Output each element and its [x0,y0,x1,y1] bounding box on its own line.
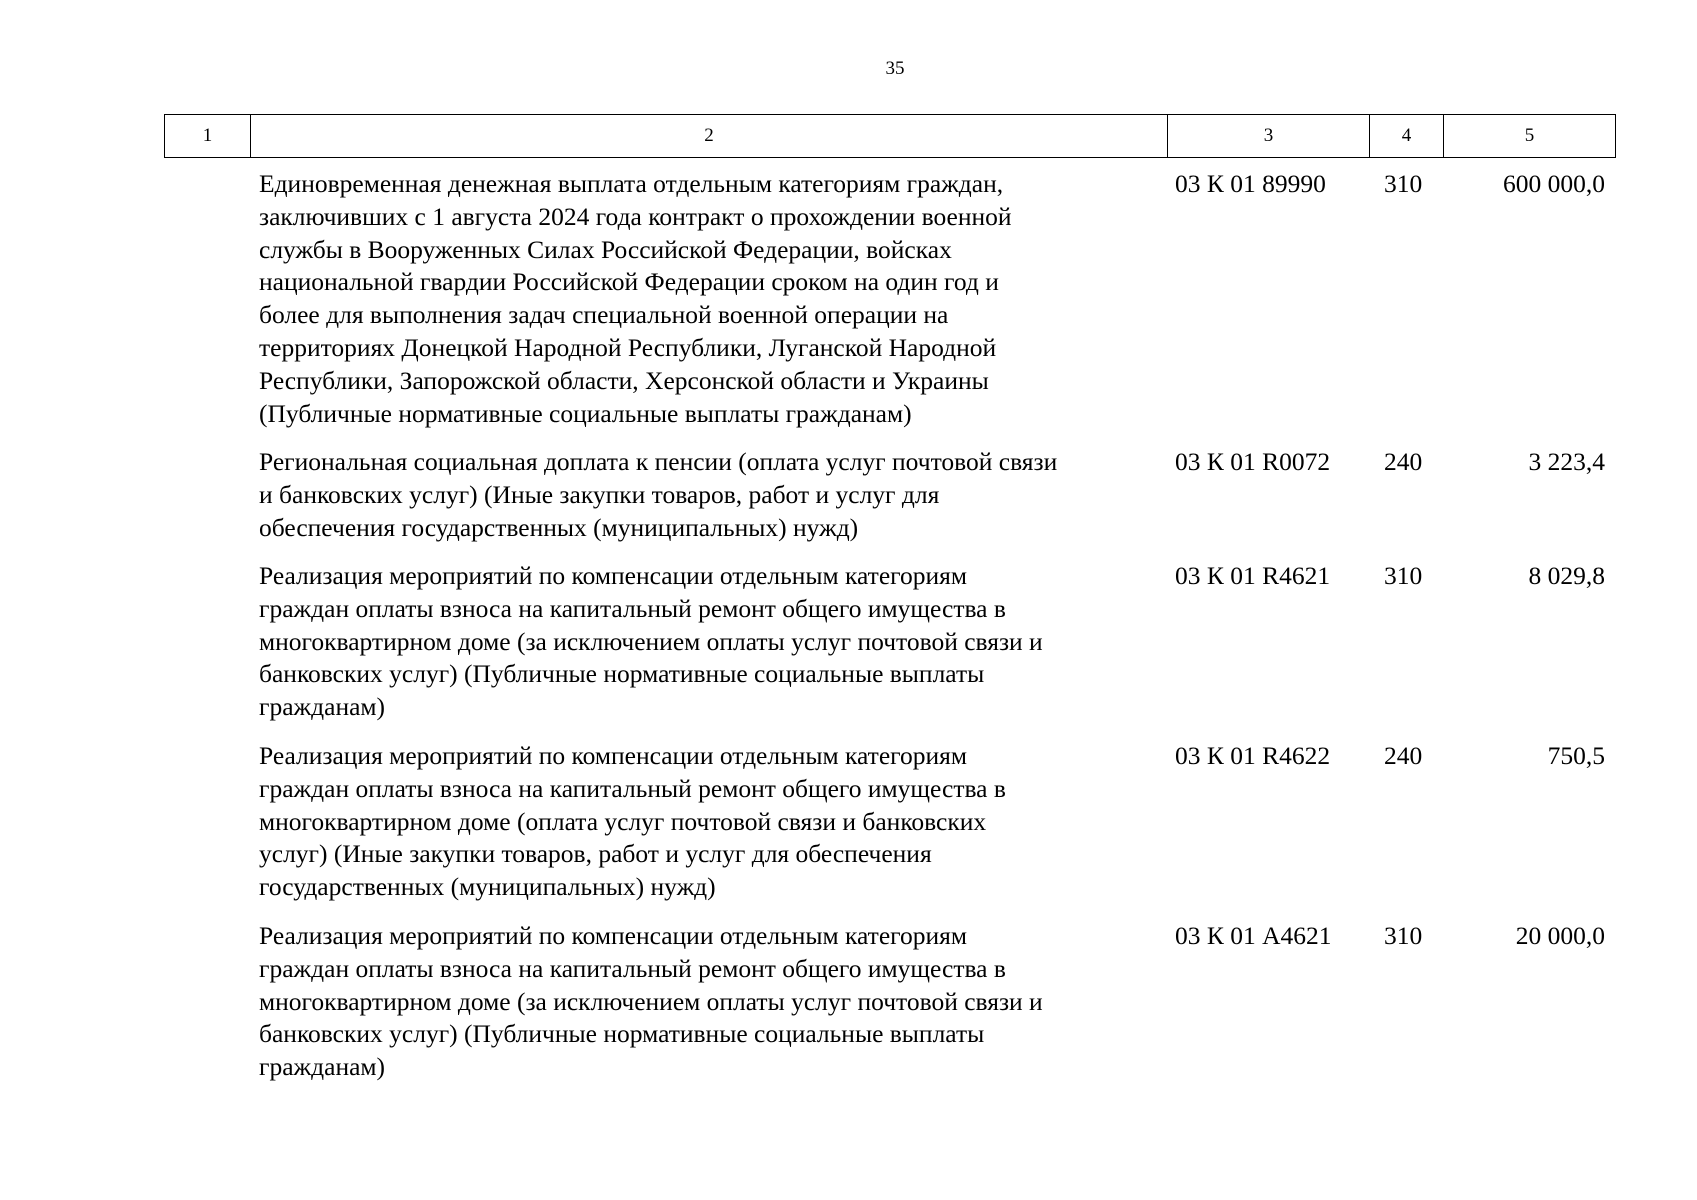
description-line: обеспечения государственных (муниципальных) нужд) [259,512,859,542]
row-amount: 20 000,0 [1515,921,1605,950]
description-line: банковских услуг) (Публичные нормативные социальные выплаты [259,659,985,689]
description-line: граждан оплаты взноса на капитальный ремонт общего имущества в [259,773,1006,803]
description-line: гражданам) [259,692,386,722]
column-header-4: 4 [1370,115,1444,158]
row-type: 310 [1384,169,1423,198]
row-type: 240 [1384,447,1423,476]
row-amount: 600 000,0 [1503,169,1605,198]
row-description [259,740,1159,904]
row-type: 310 [1384,561,1423,590]
description-line: услуг) (Иные закупки товаров, работ и услуг для обеспечения [259,839,932,869]
description-line: и банковских услуг) (Иные закупки товаров, работ и услуг для [259,479,940,509]
description-line: граждан оплаты взноса на капитальный ремонт общего имущества в [259,953,1006,983]
description-line: многоквартирном доме (за исключением оплаты услуг почтовой связи и [259,986,1043,1016]
description-line: банковских услуг) (Публичные нормативные социальные выплаты [259,1019,985,1049]
column-header-2: 2 [251,115,1168,158]
row-description [259,446,1159,544]
row-amount: 8 029,8 [1528,561,1605,590]
description-line: Региональная социальная доплата к пенсии (оплата услуг почтовой связи [259,447,1058,476]
row-code: 03 К 01 R4621 [1175,561,1331,590]
description-line: заключивших с 1 августа 2024 года контракт о прохождении военной [259,201,1012,231]
page-number: 35 [885,58,905,79]
description-line: Республики, Запорожской области, Херсонской области и Украины [259,365,989,395]
row-type: 240 [1384,741,1423,770]
description-line: территориях Донецкой Народной Республики, Луганской Народной [259,332,997,362]
row-code: 03 К 01 R4622 [1175,741,1331,770]
description-line: государственных (муниципальных) нужд) [259,872,716,902]
row-description [259,560,1159,724]
column-header-row [165,115,1616,158]
row-code: 03 К 01 R0072 [1175,447,1331,476]
row-description [259,920,1159,1084]
description-line: Реализация мероприятий по компенсации отдельным категориям [259,921,967,950]
row-code: 03 К 01 89990 [1175,169,1326,198]
column-header-5: 5 [1444,115,1616,158]
row-amount: 3 223,4 [1528,447,1605,476]
description-line: Единовременная денежная выплата отдельным категориям граждан, [259,169,1004,198]
row-type: 310 [1384,921,1423,950]
description-line: Реализация мероприятий по компенсации отдельным категориям [259,741,967,770]
column-header-table [164,114,1616,158]
description-line: гражданам) [259,1052,386,1082]
row-description [259,168,1159,430]
column-header-3: 3 [1168,115,1370,158]
row-amount: 750,5 [1547,741,1605,770]
description-line: более для выполнения задач специальной военной операции на [259,300,949,330]
description-line: службы в Вооруженных Силах Российской Федерации, войсках [259,234,952,264]
description-line: (Публичные нормативные социальные выплаты гражданам) [259,398,912,428]
description-line: национальной гвардии Российской Федерации сроком на один год и [259,267,999,297]
column-header-1: 1 [165,115,251,158]
description-line: Реализация мероприятий по компенсации отдельным категориям [259,561,967,590]
description-line: граждан оплаты взноса на капитальный ремонт общего имущества в [259,593,1006,623]
description-line: многоквартирном доме (за исключением оплаты услуг почтовой связи и [259,626,1043,656]
row-code: 03 К 01 А4621 [1175,921,1332,950]
description-line: многоквартирном доме (оплата услуг почтовой связи и банковских [259,806,987,836]
